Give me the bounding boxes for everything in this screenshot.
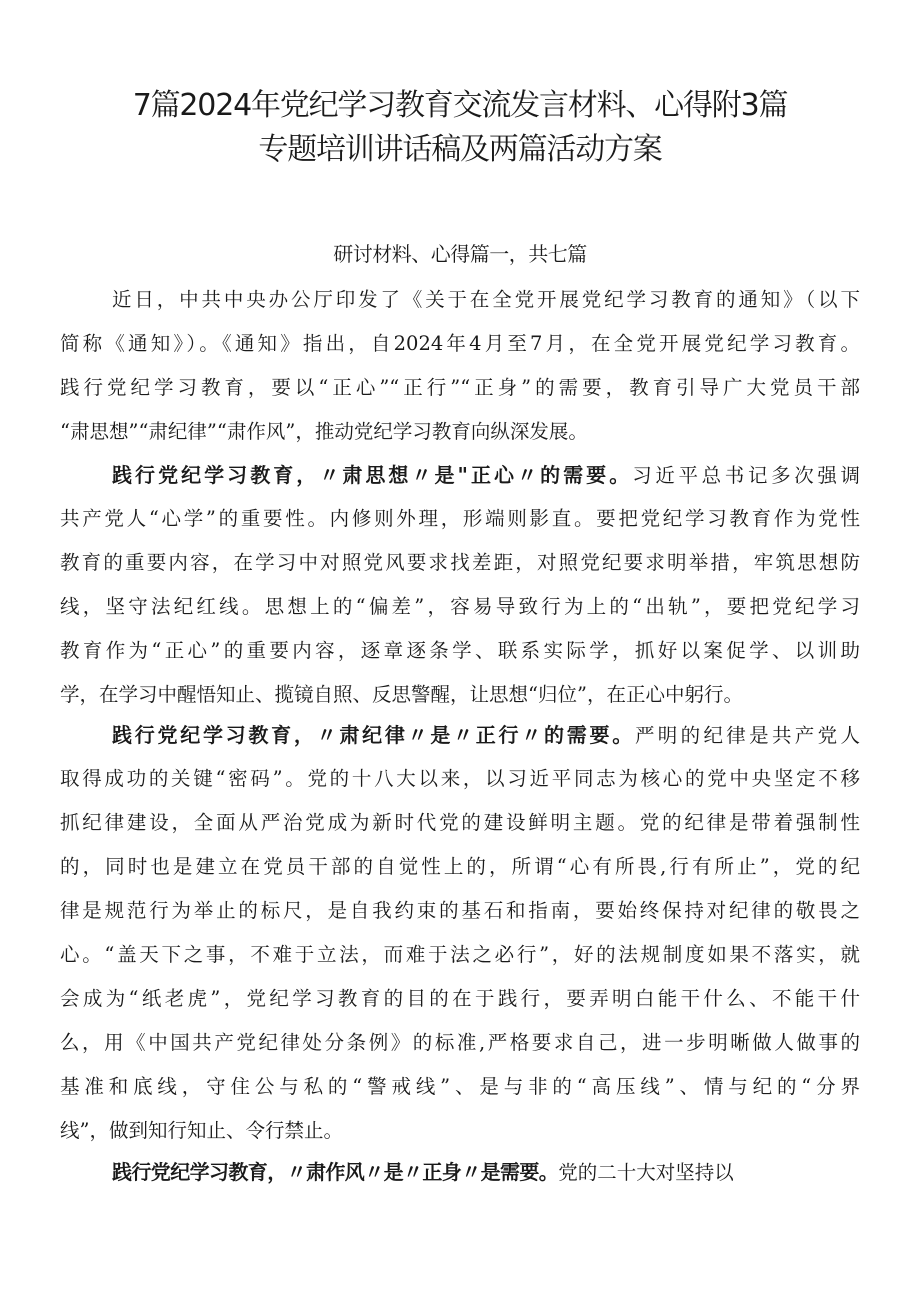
paragraph-lead-heading: 践行党纪学习教育，〃肃纪律〃是〃正行〃的需要。 bbox=[112, 723, 635, 747]
paragraph-line bbox=[60, 453, 860, 497]
paragraph-3 bbox=[60, 713, 860, 1153]
paragraph-line: 线，坚守法纪红线。思想上的“偏差”，容易导致行为上的“出轨”，要把党纪学习 bbox=[60, 595, 860, 618]
paragraph-line: 基准和底线，守住公与私的“警戒线”、是与非的“高压线”、情与纪的“分界 bbox=[60, 1075, 860, 1098]
paragraph-line: “肃思想”“肃纪律”“肃作风”，推动党纪学习教育向纵深发展。 bbox=[60, 420, 588, 443]
paragraph-line: 律是规范行为举止的标尺，是自我约束的基石和指南，要始终保持对纪律的敬畏之 bbox=[60, 899, 860, 922]
paragraph-line: 心。“盖天下之事，不难于立法，而难于法之必行”，好的法规制度如果不落实，就 bbox=[60, 943, 860, 966]
paragraph-line: 近日，中共中央办公厅印发了《关于在全党开展党纪学习教育的通知》（以下 bbox=[112, 288, 860, 311]
section-heading: 研讨材料、心得篇一，共七篇 bbox=[333, 242, 587, 266]
paragraph-line: 践行党纪学习教育，要以“正心”“正行”“正身”的需要，教育引导广大党员干部 bbox=[60, 376, 860, 399]
paragraph-text: 严明的纪律是共产党人 bbox=[634, 724, 860, 747]
paragraph-lead-heading: 践行党纪学习教育，〃肃思想〃是"正心〃的需要。 bbox=[112, 463, 633, 487]
paragraph-line: 么，用《中国共产党纪律处分条例》的标准,严格要求自己，进一步明晰做人做事的 bbox=[60, 1031, 860, 1054]
paragraph-line: 线”，做到知行知止、令行禁止。 bbox=[60, 1119, 343, 1142]
paragraph-line: 的，同时也是建立在党员干部的自觉性上的，所谓“心有所畏,行有所止”，党的纪 bbox=[60, 855, 860, 878]
paragraph-line bbox=[60, 713, 860, 757]
paragraph-line: 教育作为“正心”的重要内容，逐章逐条学、联系实际学，抓好以案促学、以训助 bbox=[60, 639, 860, 662]
paragraph-lead-heading: 践行党纪学习教育，〃肃作风〃是〃正身〃是需要。 bbox=[112, 1160, 559, 1184]
paragraph-line bbox=[60, 1150, 860, 1194]
paragraph-2 bbox=[60, 453, 860, 717]
paragraph-1 bbox=[60, 278, 860, 454]
paragraph-text: 党的二十大对坚持以 bbox=[558, 1161, 734, 1184]
paragraph-line: 会成为“纸老虎”，党纪学习教育的目的在于践行，要弄明白能干什么、不能干什 bbox=[60, 987, 860, 1010]
document-title-line-2: 专题培训讲话稿及两篇活动方案 bbox=[258, 132, 662, 167]
paragraph-line: 抓纪律建设，全面从严治党成为新时代党的建设鲜明主题。党的纪律是带着强制性 bbox=[60, 811, 860, 834]
paragraph-text: 习近平总书记多次强调 bbox=[632, 464, 860, 487]
document-title-line-1: 7篇2024年党纪学习教育交流发言材料、心得附3篇 bbox=[132, 88, 788, 123]
paragraph-line: 学，在学习中醒悟知止、揽镜自照、反思警醒，让思想“归位”，在正心中躬行。 bbox=[60, 683, 743, 706]
paragraph-line: 共产党人“心学”的重要性。内修则外理，形端则影直。要把党纪学习教育作为党性 bbox=[60, 507, 860, 530]
paragraph-line: 取得成功的关键“密码”。党的十八大以来，以习近平同志为核心的党中央坚定不移 bbox=[60, 767, 860, 790]
paragraph-line: 教育的重要内容，在学习中对照党风要求找差距，对照党纪要求明举措，牢筑思想防 bbox=[60, 551, 860, 574]
paragraph-line: 简称《通知》）。《通知》指出，自2024年4月至7月，在全党开展党纪学习教育。 bbox=[60, 332, 860, 355]
paragraph-4 bbox=[60, 1150, 860, 1194]
